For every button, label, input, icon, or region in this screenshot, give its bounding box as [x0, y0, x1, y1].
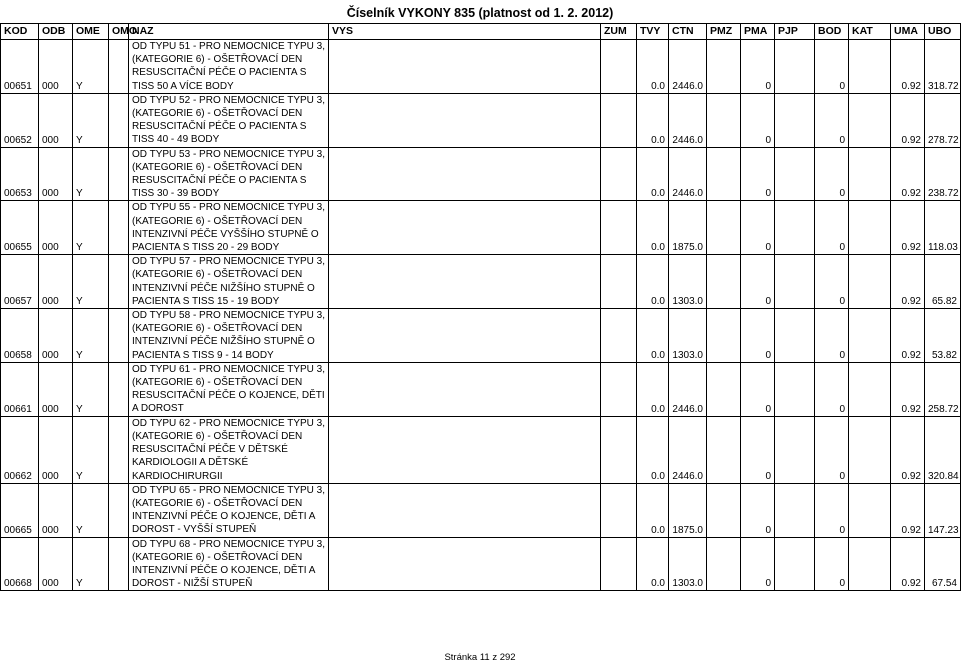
- cell-uma: 0.92: [891, 255, 925, 309]
- cell-kod: 00661: [1, 362, 39, 416]
- cell-uma: 0.92: [891, 362, 925, 416]
- cell-pma: 0: [741, 483, 775, 537]
- cell-kat: [849, 40, 891, 94]
- cell-pmz: [707, 362, 741, 416]
- cell-bod: 0: [815, 93, 849, 147]
- cell-kod: 00658: [1, 309, 39, 363]
- cell-ubo: 238.72: [925, 147, 961, 201]
- cell-uma: 0.92: [891, 309, 925, 363]
- cell-omo: [109, 40, 129, 94]
- cell-odb: 000: [39, 93, 73, 147]
- table-row: [1, 201, 961, 255]
- cell-ubo: 67.54: [925, 537, 961, 591]
- cell-naz: OD TYPU 57 - PRO NEMOCNICE TYPU 3, (KATEGORIE 6) - OŠETŘOVACÍ DEN INTENZIVNÍ PÉČE NIŽŠÍHO STUPNĚ O PACIENTA S TISS 15 - 19 BODY: [129, 255, 329, 309]
- column-header: NAZ: [129, 24, 329, 40]
- table-row: [1, 483, 961, 537]
- column-header: KOD: [1, 24, 39, 40]
- column-header: KAT: [849, 24, 891, 40]
- cell-ctn: 2446.0: [669, 362, 707, 416]
- cell-pjp: [775, 416, 815, 483]
- cell-uma: 0.92: [891, 147, 925, 201]
- cell-vys: [329, 362, 601, 416]
- cell-ome: Y: [73, 40, 109, 94]
- cell-pjp: [775, 201, 815, 255]
- cell-tvy: 0.0: [637, 93, 669, 147]
- cell-ctn: 1875.0: [669, 483, 707, 537]
- cell-ubo: 118.03: [925, 201, 961, 255]
- cell-zum: [601, 93, 637, 147]
- cell-odb: 000: [39, 416, 73, 483]
- cell-naz: OD TYPU 53 - PRO NEMOCNICE TYPU 3, (KATEGORIE 6) - OŠETŘOVACÍ DEN RESUSCITAČNÍ PÉČE O PACIENTA S TISS 30 - 39 BODY: [129, 147, 329, 201]
- cell-pma: 0: [741, 309, 775, 363]
- cell-zum: [601, 201, 637, 255]
- cell-ome: Y: [73, 537, 109, 591]
- cell-odb: 000: [39, 309, 73, 363]
- cell-zum: [601, 416, 637, 483]
- cell-kod: 00655: [1, 201, 39, 255]
- cell-omo: [109, 362, 129, 416]
- column-header: TVY: [637, 24, 669, 40]
- cell-ctn: 1303.0: [669, 309, 707, 363]
- cell-ubo: 147.23: [925, 483, 961, 537]
- cell-ome: Y: [73, 201, 109, 255]
- cell-pma: 0: [741, 40, 775, 94]
- cell-ome: Y: [73, 362, 109, 416]
- cell-tvy: 0.0: [637, 362, 669, 416]
- cell-kod: 00657: [1, 255, 39, 309]
- cell-pma: 0: [741, 93, 775, 147]
- cell-omo: [109, 255, 129, 309]
- table-row: [1, 255, 961, 309]
- cell-zum: [601, 40, 637, 94]
- cell-ome: Y: [73, 255, 109, 309]
- cell-zum: [601, 362, 637, 416]
- cell-tvy: 0.0: [637, 483, 669, 537]
- cell-ubo: 278.72: [925, 93, 961, 147]
- cell-omo: [109, 147, 129, 201]
- cell-pmz: [707, 201, 741, 255]
- cell-uma: 0.92: [891, 201, 925, 255]
- cell-naz: OD TYPU 58 - PRO NEMOCNICE TYPU 3, (KATEGORIE 6) - OŠETŘOVACÍ DEN INTENZIVNÍ PÉČE NIŽŠÍHO STUPNĚ O PACIENTA S TISS 9 - 14 BODY: [129, 309, 329, 363]
- cell-ctn: 1303.0: [669, 537, 707, 591]
- cell-pjp: [775, 40, 815, 94]
- column-header: OMO: [109, 24, 129, 40]
- cell-ome: Y: [73, 93, 109, 147]
- cell-pma: 0: [741, 537, 775, 591]
- cell-naz: OD TYPU 55 - PRO NEMOCNICE TYPU 3, (KATEGORIE 6) - OŠETŘOVACÍ DEN INTENZIVNÍ PÉČE VYŠŠÍHO STUPNĚ O PACIENTA S TISS 20 - 29 BODY: [129, 201, 329, 255]
- cell-naz: OD TYPU 68 - PRO NEMOCNICE TYPU 3, (KATEGORIE 6) - OŠETŘOVACÍ DEN INTENZIVNÍ PÉČE O KOJENCE, DĚTI A DOROST - NIŽŠÍ STUPEŇ: [129, 537, 329, 591]
- column-header: PMA: [741, 24, 775, 40]
- cell-pma: 0: [741, 147, 775, 201]
- cell-pjp: [775, 309, 815, 363]
- cell-naz: OD TYPU 51 - PRO NEMOCNICE TYPU 3, (KATEGORIE 6) - OŠETŘOVACÍ DEN RESUSCITAČNÍ PÉČE O PACIENTA S TISS 50 A VÍCE BODY: [129, 40, 329, 94]
- cell-omo: [109, 93, 129, 147]
- cell-bod: 0: [815, 483, 849, 537]
- column-header: PMZ: [707, 24, 741, 40]
- cell-tvy: 0.0: [637, 40, 669, 94]
- cell-kat: [849, 255, 891, 309]
- cell-odb: 000: [39, 147, 73, 201]
- cell-pjp: [775, 537, 815, 591]
- cell-omo: [109, 483, 129, 537]
- cell-pma: 0: [741, 201, 775, 255]
- cell-ubo: 258.72: [925, 362, 961, 416]
- cell-tvy: 0.0: [637, 255, 669, 309]
- cell-odb: 000: [39, 537, 73, 591]
- cell-vys: [329, 93, 601, 147]
- cell-kod: 00665: [1, 483, 39, 537]
- column-header: ZUM: [601, 24, 637, 40]
- cell-pmz: [707, 309, 741, 363]
- cell-tvy: 0.0: [637, 201, 669, 255]
- cell-vys: [329, 147, 601, 201]
- cell-kat: [849, 147, 891, 201]
- cell-ctn: 2446.0: [669, 147, 707, 201]
- table-row: [1, 309, 961, 363]
- table-row: [1, 537, 961, 591]
- cell-omo: [109, 201, 129, 255]
- cell-zum: [601, 537, 637, 591]
- cell-bod: 0: [815, 362, 849, 416]
- table-row: [1, 93, 961, 147]
- column-header: VYS: [329, 24, 601, 40]
- cell-vys: [329, 537, 601, 591]
- cell-ome: Y: [73, 483, 109, 537]
- cell-bod: 0: [815, 40, 849, 94]
- cell-bod: 0: [815, 309, 849, 363]
- cell-pjp: [775, 93, 815, 147]
- cell-pmz: [707, 483, 741, 537]
- column-header: PJP: [775, 24, 815, 40]
- cell-vys: [329, 201, 601, 255]
- cell-pjp: [775, 362, 815, 416]
- cell-ubo: 53.82: [925, 309, 961, 363]
- column-header: BOD: [815, 24, 849, 40]
- cell-tvy: 0.0: [637, 537, 669, 591]
- cell-ome: Y: [73, 416, 109, 483]
- cell-odb: 000: [39, 255, 73, 309]
- cell-uma: 0.92: [891, 483, 925, 537]
- cell-kat: [849, 537, 891, 591]
- cell-kod: 00652: [1, 93, 39, 147]
- cell-kat: [849, 362, 891, 416]
- cell-vys: [329, 309, 601, 363]
- cell-kat: [849, 483, 891, 537]
- column-header: CTN: [669, 24, 707, 40]
- cell-uma: 0.92: [891, 537, 925, 591]
- cell-pmz: [707, 255, 741, 309]
- cell-odb: 000: [39, 40, 73, 94]
- cell-tvy: 0.0: [637, 416, 669, 483]
- cell-pjp: [775, 255, 815, 309]
- cell-naz: OD TYPU 62 - PRO NEMOCNICE TYPU 3, (KATEGORIE 6) - OŠETŘOVACÍ DEN RESUSCITAČNÍ PÉČE V DĚTSKÉ KARDIOLOGII A DĚTSKÉ KARDIOCHIRURGII: [129, 416, 329, 483]
- cell-ctn: 2446.0: [669, 416, 707, 483]
- cell-pma: 0: [741, 362, 775, 416]
- cell-zum: [601, 309, 637, 363]
- cell-vys: [329, 40, 601, 94]
- cell-ubo: 65.82: [925, 255, 961, 309]
- cell-tvy: 0.0: [637, 147, 669, 201]
- header-row: [1, 24, 961, 40]
- table-row: [1, 362, 961, 416]
- cell-kod: 00662: [1, 416, 39, 483]
- document-title: Číselník VYKONY 835 (platnost od 1. 2. 2012): [346, 6, 614, 20]
- cell-pmz: [707, 537, 741, 591]
- cell-kat: [849, 309, 891, 363]
- column-header: ODB: [39, 24, 73, 40]
- cell-zum: [601, 147, 637, 201]
- cell-ctn: 2446.0: [669, 93, 707, 147]
- cell-ubo: 318.72: [925, 40, 961, 94]
- cell-ctn: 1875.0: [669, 201, 707, 255]
- cell-naz: OD TYPU 52 - PRO NEMOCNICE TYPU 3, (KATEGORIE 6) - OŠETŘOVACÍ DEN RESUSCITAČNÍ PÉČE O PACIENTA S TISS 40 - 49 BODY: [129, 93, 329, 147]
- column-header: UBO: [925, 24, 961, 40]
- cell-ctn: 1303.0: [669, 255, 707, 309]
- cell-uma: 0.92: [891, 40, 925, 94]
- cell-kat: [849, 201, 891, 255]
- cell-bod: 0: [815, 147, 849, 201]
- cell-uma: 0.92: [891, 93, 925, 147]
- cell-pmz: [707, 147, 741, 201]
- cell-zum: [601, 255, 637, 309]
- cell-bod: 0: [815, 201, 849, 255]
- cell-pma: 0: [741, 255, 775, 309]
- cell-zum: [601, 483, 637, 537]
- cell-pjp: [775, 147, 815, 201]
- cell-omo: [109, 537, 129, 591]
- cell-pma: 0: [741, 416, 775, 483]
- cell-uma: 0.92: [891, 416, 925, 483]
- table-row: [1, 147, 961, 201]
- column-header: OME: [73, 24, 109, 40]
- cell-pmz: [707, 40, 741, 94]
- cell-bod: 0: [815, 537, 849, 591]
- cell-omo: [109, 416, 129, 483]
- cell-vys: [329, 416, 601, 483]
- cell-kod: 00668: [1, 537, 39, 591]
- cell-kat: [849, 416, 891, 483]
- cell-pjp: [775, 483, 815, 537]
- cell-odb: 000: [39, 201, 73, 255]
- cell-vys: [329, 255, 601, 309]
- cell-naz: OD TYPU 61 - PRO NEMOCNICE TYPU 3, (KATEGORIE 6) - OŠETŘOVACÍ DEN RESUSCITAČNÍ PÉČE O KOJENCE, DĚTI A DOROST: [129, 362, 329, 416]
- codebook-table: [0, 23, 961, 591]
- cell-kod: 00651: [1, 40, 39, 94]
- cell-pmz: [707, 416, 741, 483]
- cell-bod: 0: [815, 416, 849, 483]
- table-body: [1, 40, 961, 591]
- table-row: [1, 416, 961, 483]
- column-header: UMA: [891, 24, 925, 40]
- cell-kat: [849, 93, 891, 147]
- cell-odb: 000: [39, 483, 73, 537]
- cell-bod: 0: [815, 255, 849, 309]
- cell-vys: [329, 483, 601, 537]
- cell-odb: 000: [39, 362, 73, 416]
- cell-pmz: [707, 93, 741, 147]
- cell-tvy: 0.0: [637, 309, 669, 363]
- cell-ome: Y: [73, 147, 109, 201]
- cell-omo: [109, 309, 129, 363]
- cell-ome: Y: [73, 309, 109, 363]
- table-row: [1, 40, 961, 94]
- cell-ctn: 2446.0: [669, 40, 707, 94]
- cell-ubo: 320.84: [925, 416, 961, 483]
- page-number: Stránka 11 z 292: [444, 652, 516, 663]
- cell-naz: OD TYPU 65 - PRO NEMOCNICE TYPU 3, (KATEGORIE 6) - OŠETŘOVACÍ DEN INTENZIVNÍ PÉČE O KOJENCE, DĚTI A DOROST - VYŠŠÍ STUPEŇ: [129, 483, 329, 537]
- cell-kod: 00653: [1, 147, 39, 201]
